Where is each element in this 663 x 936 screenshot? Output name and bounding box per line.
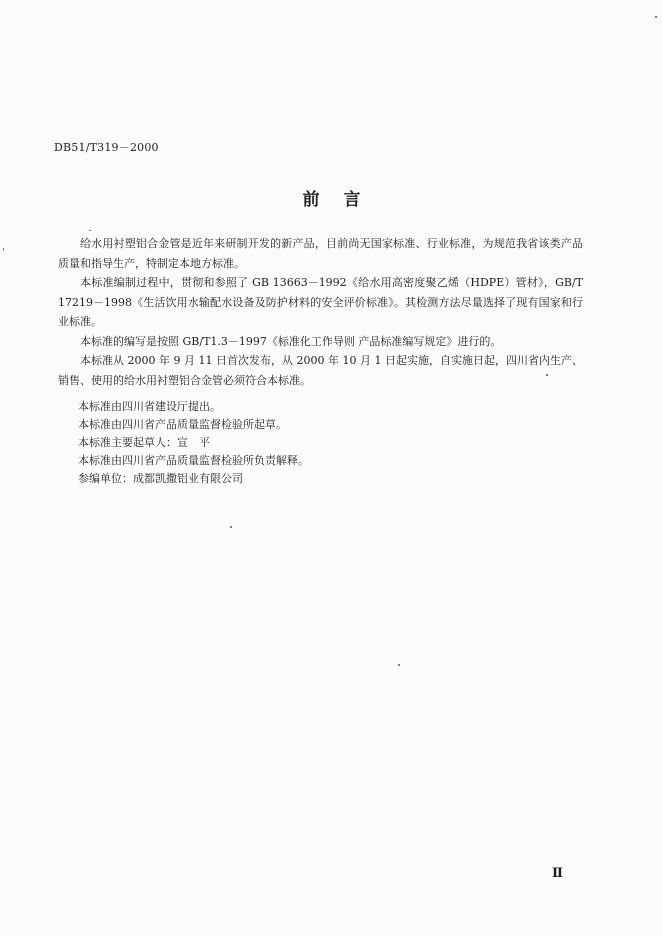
credit-line: 本标准由四川省建设厅提出。: [78, 400, 221, 413]
scan-speck: [546, 374, 548, 376]
paragraph: 本标准从 2000 年 9 月 11 日首次发布，从 2000 年 10 月 1 日起实施，自实施日起，四川省内生产、销售、使用的给水用衬塑铝合金管必须符合本标准。: [58, 354, 583, 387]
scan-speck: [655, 16, 657, 18]
scan-speck: [3, 248, 4, 251]
scan-speck: [89, 230, 91, 231]
standard-code: DB51/T319－2000: [54, 141, 159, 154]
scan-speck: [398, 664, 400, 666]
paragraph: 本标准的编写是按照 GB/T1.3－1997《标准化工作导则 产品标准编写规定》进行的。: [80, 334, 502, 348]
credits-block: [78, 398, 309, 488]
paragraph: 本标准编制过程中，贯彻和参照了 GB 13663－1992《给水用高密度聚乙烯（HDPE）管材》，GB/T 17219－1998《生活饮用水输配水设备及防护材料的安全评价标准》。其检测方法尽量选择了现有国家和行业标准。: [58, 276, 583, 328]
page-number: Ⅱ: [552, 866, 563, 881]
credit-line: 参编单位：成都凯撒铝业有限公司: [78, 472, 243, 485]
page-title: 前言: [302, 190, 385, 210]
paragraph: 给水用衬塑铝合金管是近年来研制开发的新产品，目前尚无国家标准、行业标准，为规范我省该类产品质量和指导生产，特制定本地方标准。: [58, 237, 583, 270]
scan-speck: [230, 526, 232, 528]
credit-line: 本标准由四川省产品质量监督检验所起草。: [78, 418, 287, 431]
credit-line: 本标准由四川省产品质量监督检验所负责解释。: [78, 454, 309, 467]
foreword-body: [58, 234, 583, 390]
credit-line: 本标准主要起草人：宣 平: [78, 436, 210, 449]
